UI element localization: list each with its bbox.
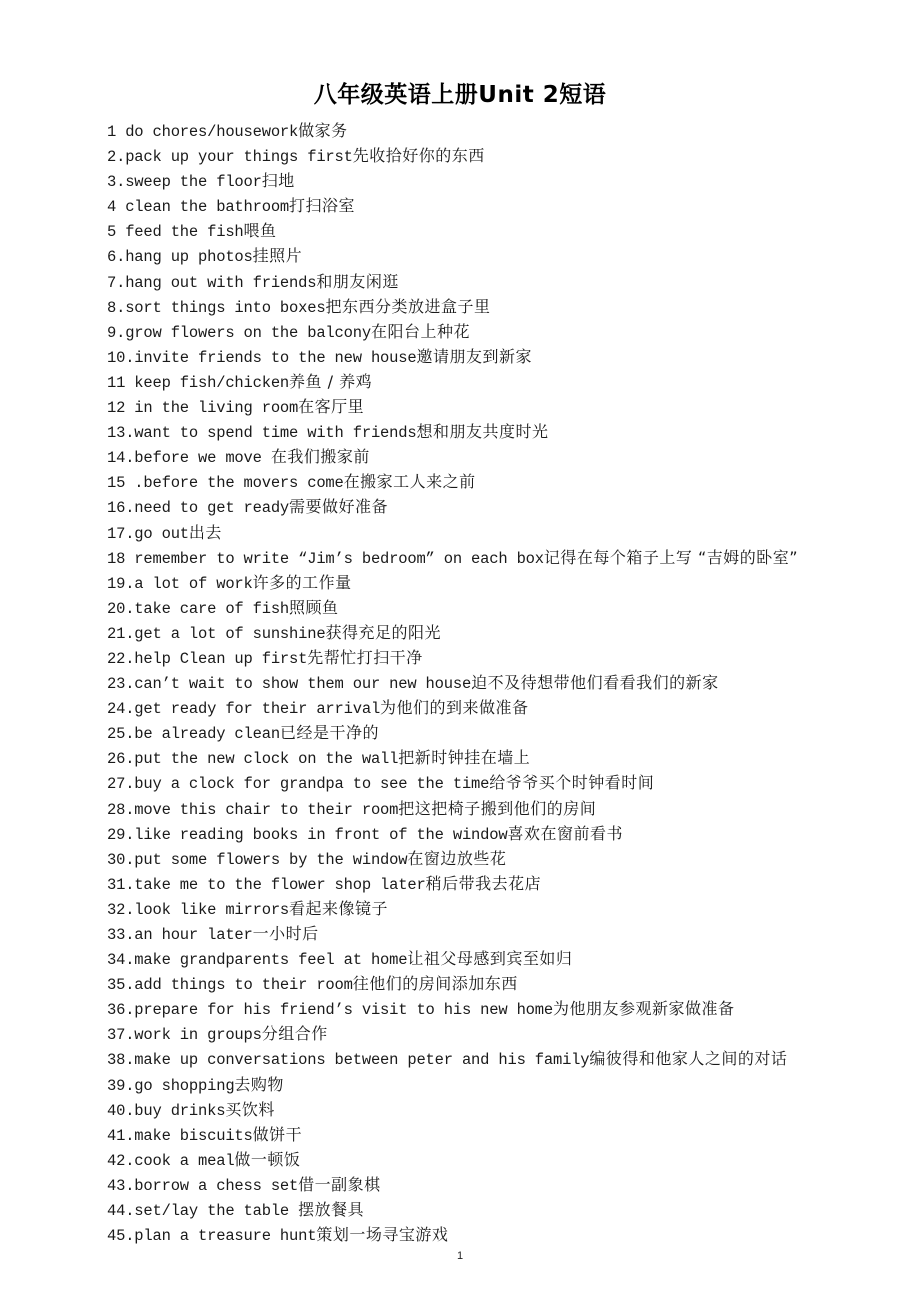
phrase-chinese: 获得充足的阳光	[325, 622, 441, 642]
phrase-item	[70, 295, 870, 320]
phrase-english: 6.hang up photos	[107, 248, 253, 267]
phrase-english: 19.a lot of work	[107, 574, 253, 593]
phrase-english: 7.hang out with friends	[107, 273, 317, 292]
phrase-item	[70, 646, 870, 671]
phrase-item	[70, 872, 870, 897]
phrase-item	[70, 596, 870, 621]
phrase-item	[70, 521, 870, 546]
phrase-chinese: 想和朋友共度时光	[416, 422, 549, 442]
phrase-item	[70, 1198, 870, 1223]
phrase-item	[70, 495, 870, 520]
phrase-chinese: 和朋友闲逛	[316, 271, 399, 291]
phrase-english: 14.before we move	[107, 449, 271, 468]
phrase-chinese: 做一顿饭	[234, 1149, 301, 1169]
phrase-chinese: 需要做好准备	[289, 497, 389, 517]
phrase-item	[70, 1148, 870, 1173]
phrase-english: 40.buy drinks	[107, 1101, 226, 1120]
phrase-chinese: 在我们搬家前	[270, 447, 370, 467]
phrase-chinese: 分组合作	[261, 1024, 328, 1044]
phrase-chinese: 邀请朋友到新家	[416, 346, 532, 366]
phrase-item	[70, 897, 870, 922]
phrase-english: 5 feed the fish	[107, 223, 244, 242]
phrase-chinese: 许多的工作量	[252, 572, 352, 592]
phrase-item	[70, 445, 870, 470]
phrase-chinese: 让祖父母感到宾至如归	[407, 949, 573, 969]
phrase-english: 44.set/lay the table	[107, 1202, 299, 1221]
phrase-english: 31.take me to the flower shop later	[107, 875, 426, 894]
phrase-chinese: 看起来像镜子	[289, 898, 389, 918]
phrase-chinese: 往他们的房间添加东西	[352, 974, 518, 994]
phrase-item	[70, 797, 870, 822]
phrase-item	[70, 1098, 870, 1123]
phrase-english: 42.cook a meal	[107, 1151, 235, 1170]
phrase-english: 36.prepare for his friend’s visit to his new home	[107, 1001, 553, 1020]
phrase-item	[70, 244, 870, 269]
phrase-chinese: 已经是干净的	[279, 723, 379, 743]
phrase-english: 21.get a lot of sunshine	[107, 624, 326, 643]
phrase-chinese: 编彼得和他家人之间的对话	[589, 1049, 788, 1069]
phrase-chinese: 记得在每个箱子上写 “吉姆的卧室”	[543, 547, 799, 567]
phrase-english: 27.buy a clock for grandpa to see the time	[107, 775, 490, 794]
phrase-item	[70, 1047, 870, 1072]
phrase-english: 4 clean the bathroom	[107, 198, 290, 217]
phrase-english: 29.like reading books in front of the window	[107, 825, 508, 844]
phrase-item	[70, 546, 860, 571]
phrase-chinese: 策划一场寻宝游戏	[316, 1225, 449, 1245]
phrase-chinese: 扫地	[261, 171, 295, 191]
phrase-item	[70, 169, 870, 194]
phrase-english: 18 remember to write “Jim’s bedroom” on each box	[107, 549, 544, 568]
phrase-item	[70, 997, 870, 1022]
phrase-chinese: 把东西分类放进盒子里	[325, 296, 491, 316]
phrase-english: 16.need to get ready	[107, 499, 290, 518]
phrase-english: 15 .before the movers come	[107, 474, 344, 493]
phrase-english: 26.put the new clock on the wall	[107, 750, 399, 769]
phrase-chinese: 打扫浴室	[289, 196, 356, 216]
phrase-chinese: 给爷爷买个时钟看时间	[489, 773, 655, 793]
phrase-chinese: 在阳台上种花	[370, 321, 470, 341]
phrase-item	[70, 771, 870, 796]
phrase-item	[70, 194, 870, 219]
phrase-english: 35.add things to their room	[107, 976, 353, 995]
phrase-english: 33.an hour later	[107, 926, 253, 944]
phrase-item	[70, 847, 870, 872]
phrase-chinese: 喂鱼	[243, 221, 277, 241]
phrase-item	[70, 922, 870, 947]
page-number: 1	[456, 1250, 464, 1262]
phrase-item	[70, 1073, 870, 1098]
phrase-chinese: 先收拾好你的东西	[352, 146, 485, 166]
phrase-item	[70, 1123, 870, 1148]
phrase-english: 28.move this chair to their room	[107, 800, 399, 819]
phrase-english: 45.plan a treasure hunt	[107, 1227, 317, 1246]
phrase-item	[70, 721, 870, 746]
phrase-chinese: 去购物	[234, 1074, 284, 1094]
phrase-item	[70, 1022, 870, 1047]
document-title: 八年级英语上册Unit 2短语	[313, 82, 607, 108]
phrase-english: 10.invite friends to the new house	[107, 348, 417, 367]
phrase-english: 20.take care of fish	[107, 599, 290, 618]
phrase-chinese: 一小时后	[252, 924, 319, 943]
phrase-english: 13.want to spend time with friends	[107, 424, 417, 443]
phrase-item	[70, 119, 870, 144]
phrase-english: 37.work in groups	[107, 1026, 262, 1045]
phrase-item	[70, 395, 870, 420]
phrase-english: 23.can’t wait to show them our new house	[107, 675, 472, 694]
phrase-chinese: 做家务	[298, 121, 348, 140]
phrase-english: 43.borrow a chess set	[107, 1176, 299, 1195]
phrase-chinese: 挂照片	[252, 246, 303, 266]
phrase-chinese: 把新时钟挂在墙上	[398, 748, 531, 768]
phrase-chinese: 喜欢在窗前看书	[507, 823, 623, 843]
phrase-item	[70, 420, 870, 445]
phrase-chinese: 为他们的到来做准备	[380, 698, 529, 718]
phrase-chinese: 在窗边放些花	[407, 848, 507, 868]
phrase-chinese: 出去	[188, 522, 222, 542]
phrase-item	[70, 320, 870, 345]
phrase-list	[70, 119, 870, 1248]
phrase-chinese: 买饮料	[225, 1099, 275, 1119]
phrase-item	[70, 1173, 870, 1198]
phrase-chinese: 迫不及待想带他们看看我们的新家	[471, 673, 719, 693]
phrase-item	[70, 822, 870, 847]
phrase-chinese: 先帮忙打扫干净	[307, 647, 423, 667]
phrase-item	[70, 972, 870, 997]
phrase-english: 2.pack up your things first	[107, 148, 353, 167]
phrase-english: 11 keep fish/chicken	[107, 373, 290, 392]
phrase-item	[70, 671, 870, 696]
phrase-english: 24.get ready for their arrival	[107, 700, 381, 719]
phrase-english: 17.go out	[107, 524, 189, 543]
phrase-item	[70, 696, 870, 721]
phrase-item	[70, 1223, 870, 1248]
phrase-item	[70, 144, 870, 169]
phrase-chinese: 把这把椅子搬到他们的房间	[398, 798, 597, 818]
phrase-item	[70, 470, 870, 495]
phrase-chinese: 借一副象棋	[298, 1174, 381, 1194]
phrase-item	[70, 345, 870, 370]
phrase-english: 8.sort things into boxes	[107, 298, 326, 317]
phrase-item	[70, 270, 870, 295]
phrase-english: 34.make grandparents feel at home	[107, 951, 408, 970]
phrase-item	[70, 746, 870, 771]
phrase-english: 41.make biscuits	[107, 1126, 253, 1145]
phrase-english: 25.be already clean	[107, 725, 280, 744]
phrase-chinese: 做饼干	[252, 1124, 303, 1144]
phrase-english: 32.look like mirrors	[107, 900, 290, 919]
phrase-item	[70, 621, 870, 646]
phrase-chinese: 在搬家工人来之前	[343, 472, 476, 492]
phrase-english: 3.sweep the floor	[107, 173, 262, 192]
phrase-chinese: 养鱼 / 养鸡	[289, 371, 373, 391]
phrase-english: 22.help Clean up first	[107, 649, 308, 668]
phrase-chinese: 为他朋友参观新家做准备	[552, 999, 735, 1019]
phrase-item	[70, 947, 870, 972]
phrase-item	[70, 370, 870, 395]
phrase-chinese: 稍后带我去花店	[425, 873, 542, 893]
phrase-chinese: 照顾鱼	[289, 597, 339, 617]
phrase-item	[70, 219, 870, 244]
phrase-english: 39.go shopping	[107, 1076, 235, 1095]
phrase-english: 1 do chores/housework	[107, 123, 299, 141]
phrase-english: 30.put some flowers by the window	[107, 850, 408, 869]
phrase-english: 9.grow flowers on the balcony	[107, 323, 371, 342]
phrase-chinese: 在客厅里	[298, 397, 365, 417]
phrase-english: 38.make up conversations between peter and his family	[107, 1051, 590, 1070]
phrase-chinese: 摆放餐具	[298, 1200, 365, 1220]
phrase-english: 12 in the living room	[107, 399, 299, 418]
phrase-item	[70, 571, 870, 596]
